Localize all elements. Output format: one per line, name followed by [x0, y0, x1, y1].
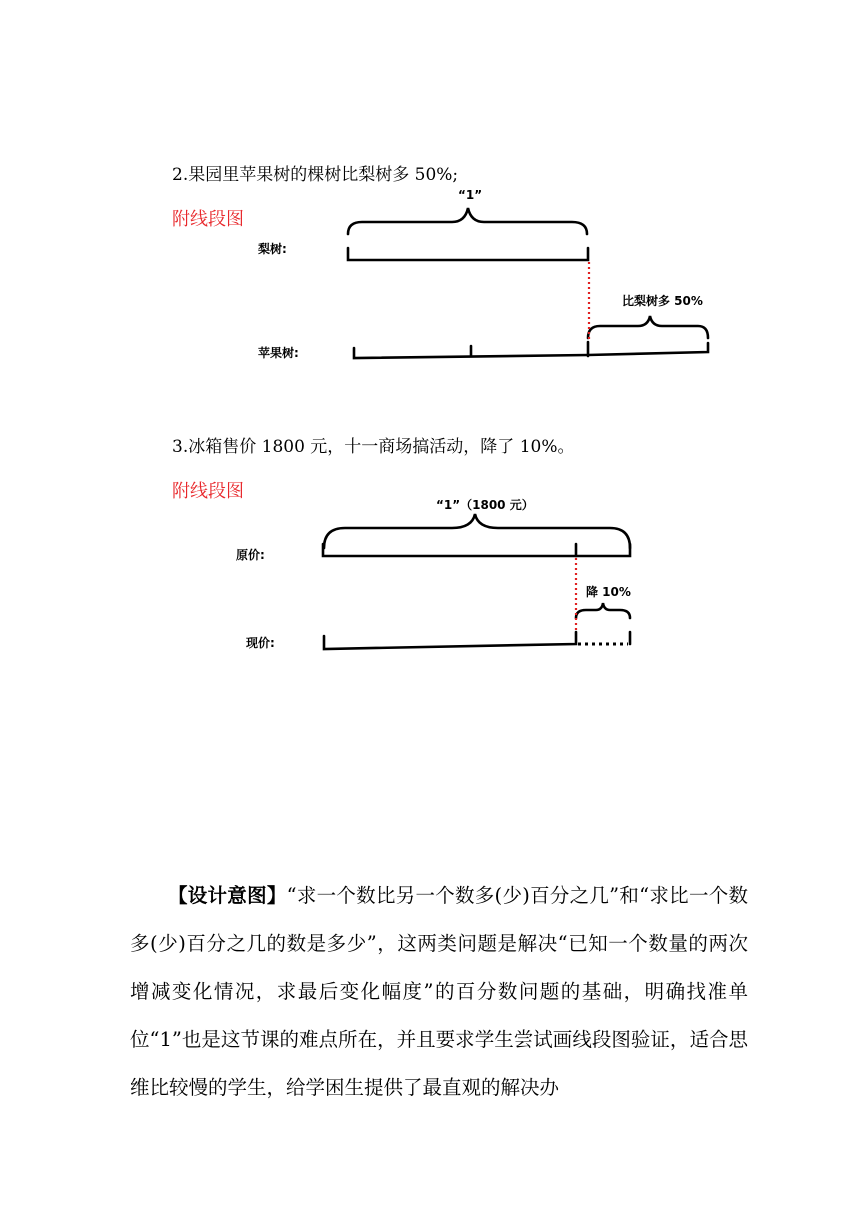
- drop-percent-label: 降 10%: [586, 585, 631, 599]
- current-price-segment: [324, 632, 576, 649]
- pear-tree-segment: [348, 248, 588, 260]
- design-intent-paragraph: [130, 872, 748, 1112]
- apple-tree-segment: [354, 343, 708, 358]
- pear-unit-brace: [348, 208, 587, 234]
- problem-2-unit-one-label: “1”: [458, 188, 483, 202]
- original-price-segment: [323, 544, 630, 556]
- problem-3-diagram-label: 附线段图: [172, 481, 244, 502]
- pear-tree-label: 梨树:: [258, 242, 287, 256]
- problem-3-text: 3.冰箱售价 1800 元，十一商场搞活动，降了 10%。: [172, 437, 575, 457]
- original-price-label: 原价:: [236, 548, 265, 562]
- drop-brace: [576, 603, 630, 618]
- original-price-brace: [324, 514, 630, 548]
- problem-3-unit-one-label: “1”（1800 元）: [436, 498, 534, 512]
- design-intent-body: “求一个数比另一个数多(少)百分之几”和“求比一个数多(少)百分之几的数是多少”，这两类问题是解决“已知一个数量的两次增减变化情况，求最后变化幅度”的百分数问题的基础，明确找准单位“1”也是这节课的难点所在，并且要求学生尝试画线段图验证，适合思维比较慢的学生，给学困生提供了最直观的解决办: [130, 884, 748, 1099]
- apple-tree-label: 苹果树:: [258, 346, 299, 360]
- current-price-label: 现价:: [246, 636, 275, 650]
- design-intent-title: 【设计意图】: [168, 884, 287, 907]
- problem-2-text: 2.果园里苹果树的棵树比梨树多 50%;: [172, 165, 459, 185]
- problem-2-diagram-label: 附线段图: [172, 209, 244, 230]
- more-than-pear-label: 比梨树多 50%: [622, 294, 703, 308]
- extra-brace: [588, 316, 708, 338]
